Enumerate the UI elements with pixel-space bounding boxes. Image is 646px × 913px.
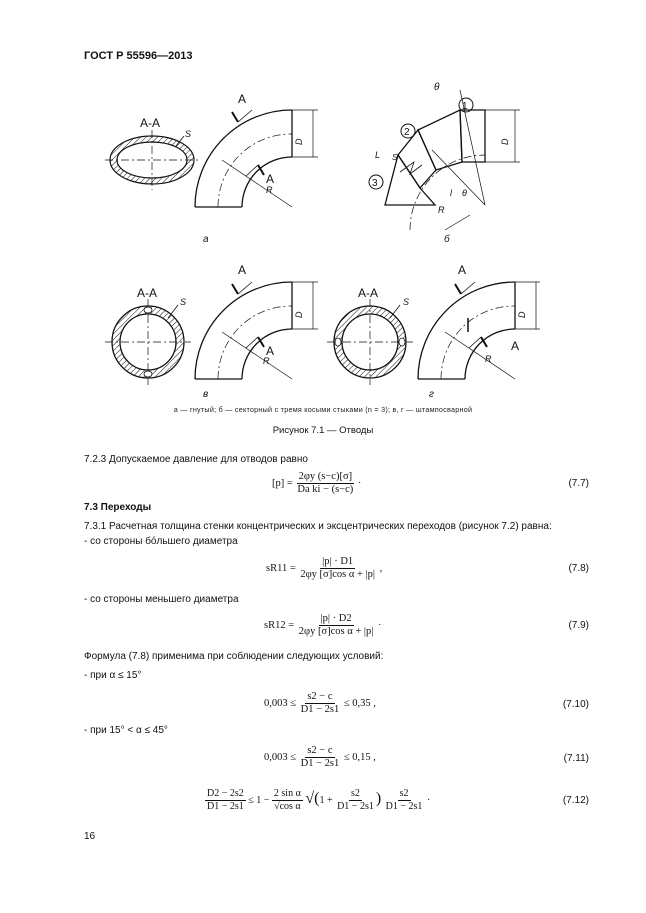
formula-7-9-lhs: sR12 = [264,619,295,631]
label-l-b: L [375,150,381,160]
number-3: 3 [372,178,378,189]
formula-7-9-num: |p| · D2 [320,613,352,624]
label-da-g: D [517,311,527,318]
figure-legend: а — гнутый; б — секторный с тремя косыми стыками (n = 3); в, г — штампосварной [173,405,473,414]
number-1: 1 [462,101,468,112]
condition-2: - при 15° < α ≤ 45° [84,725,168,736]
label-cut-g1: А [458,263,467,277]
formula-7-12-sqrt-open: √( [305,789,320,807]
section-circle-g [327,299,413,385]
formula-7-8 [266,556,382,581]
label-s-v: S [180,297,187,307]
label-r-g: R [485,354,492,364]
eqno-7-12: (7.12) [562,795,589,806]
label-s-b: S [392,153,398,162]
bend-a [195,110,318,207]
condition-1: - при α ≤ 15° [84,670,142,681]
label-da-a: D [294,138,304,145]
formula-7-9-den: 2φy [σ]cos α + |p| [298,626,374,637]
formula-7-9 [264,613,381,638]
paragraph-7-2-3: 7.2.3 Допускаемое давление для отводов равно [84,454,308,465]
eqno-7-11: (7.11) [563,753,589,764]
label-aa-a: А-А [140,116,161,130]
formula-7-8-num: |p| · D1 [322,556,354,567]
label-cut-a2: А [266,172,275,186]
formula-7-11-num: s2 − c [307,745,333,756]
formula-7-8-lhs: sR11 = [266,562,296,574]
sublabel-a: а [203,234,209,245]
page-number: 16 [84,831,96,842]
eqno-7-9: (7.9) [568,620,589,631]
sublabel-b: б [444,234,450,245]
bend-v [195,282,318,379]
formula-7-12-c-pre: 1 + [319,794,333,806]
label-aa-g: А-А [358,286,379,300]
formula-7-12-a-num: D2 − 2s2 [207,788,244,799]
formula-7-10-num: s2 − c [307,691,333,702]
formula-7-10-lhs: 0,003 ≤ [264,697,297,709]
section-ellipse-a [105,130,199,190]
number-2: 2 [404,127,410,138]
eqno-7-7: (7.7) [568,478,589,489]
formula-7-8-den: 2φy [σ]cos α + |p| [300,569,375,580]
bend-g [418,282,540,379]
label-theta-b: θ [462,188,467,198]
standard-header: ГОСТ Р 55596—2013 [84,50,193,62]
formula-7-7-lhs: [p] = [272,477,293,489]
formula-7-11-lhs: 0,003 ≤ [264,751,297,763]
conditions-intro: Формула (7.8) применима при соблюдении следующих условий: [84,651,384,662]
formula-7-12-mid: ≤ 1 − [248,794,270,806]
formula-7-11-tail: ≤ 0,15 , [343,751,376,763]
label-l2-b: l [450,188,452,198]
formula-7-12-d-num: s2 [399,788,409,799]
formula-7-12-c-den: D1 − 2s1 [337,801,374,812]
section-circle-v [105,299,191,385]
label-s-g: S [403,297,410,307]
formula-7-12-a-den: D1 − 2s1 [207,801,244,812]
formula-7-12-c-num: s2 [351,788,360,799]
formula-7-7-den: Da ki − (s−c) [297,484,354,495]
formula-7-10-tail: ≤ 0,35 , [343,697,376,709]
label-aa-v: А-А [137,286,158,300]
paragraph-7-3-1: 7.3.1 Расчетная толщина стенки концентрических и эксцентрических переходов (рисунок 7.2) равна: [84,521,552,532]
label-da-b: D [500,138,510,145]
formula-7-11 [264,745,376,770]
formula-7-9-tail: · [377,619,382,631]
sublabel-g: г [429,389,434,400]
label-cut-g2: А [511,339,520,353]
label-cut-a1: А [238,92,247,106]
formula-7-12-b-num: 2 sin α [273,788,301,799]
label-theta-top: θ [434,82,440,93]
label-r-v: R [263,356,270,366]
formula-7-7-num: 2φy (s−c)[σ] [298,471,353,482]
text-small-side: - со стороны меньшего диаметра [84,594,239,605]
label-cut-v1: А [238,263,247,277]
text-big-side: - со стороны бóльшего диаметра [84,536,238,547]
formula-7-8-tail: , [379,562,383,574]
sublabel-v: в [203,389,209,400]
eqno-7-8: (7.8) [568,563,589,574]
eqno-7-10: (7.10) [562,699,589,710]
label-r-b: R [438,205,445,215]
label-s-a: S [185,129,192,139]
formula-7-11-den: D1 − 2s1 [300,758,340,769]
formula-7-12-d-den: D1 − 2s1 [385,801,423,812]
formula-7-7-tail: · [357,477,362,489]
formula-7-12 [205,788,430,813]
formula-7-10 [264,691,376,716]
formula-7-7 [272,471,361,496]
formula-7-10-den: D1 − 2s1 [300,704,340,715]
formula-7-12-b-den: √cos α [274,801,301,812]
figure-bends [0,80,646,405]
label-r-a: R [266,185,273,195]
formula-7-12-tail: · [426,794,431,806]
label-cut-v2: А [266,344,275,358]
figure-caption: Рисунок 7.1 — Отводы [272,425,374,436]
label-da-v: D [294,311,304,318]
heading-7-3: 7.3 Переходы [84,502,152,513]
formula-7-12-sqrt-close: ) [375,789,382,807]
